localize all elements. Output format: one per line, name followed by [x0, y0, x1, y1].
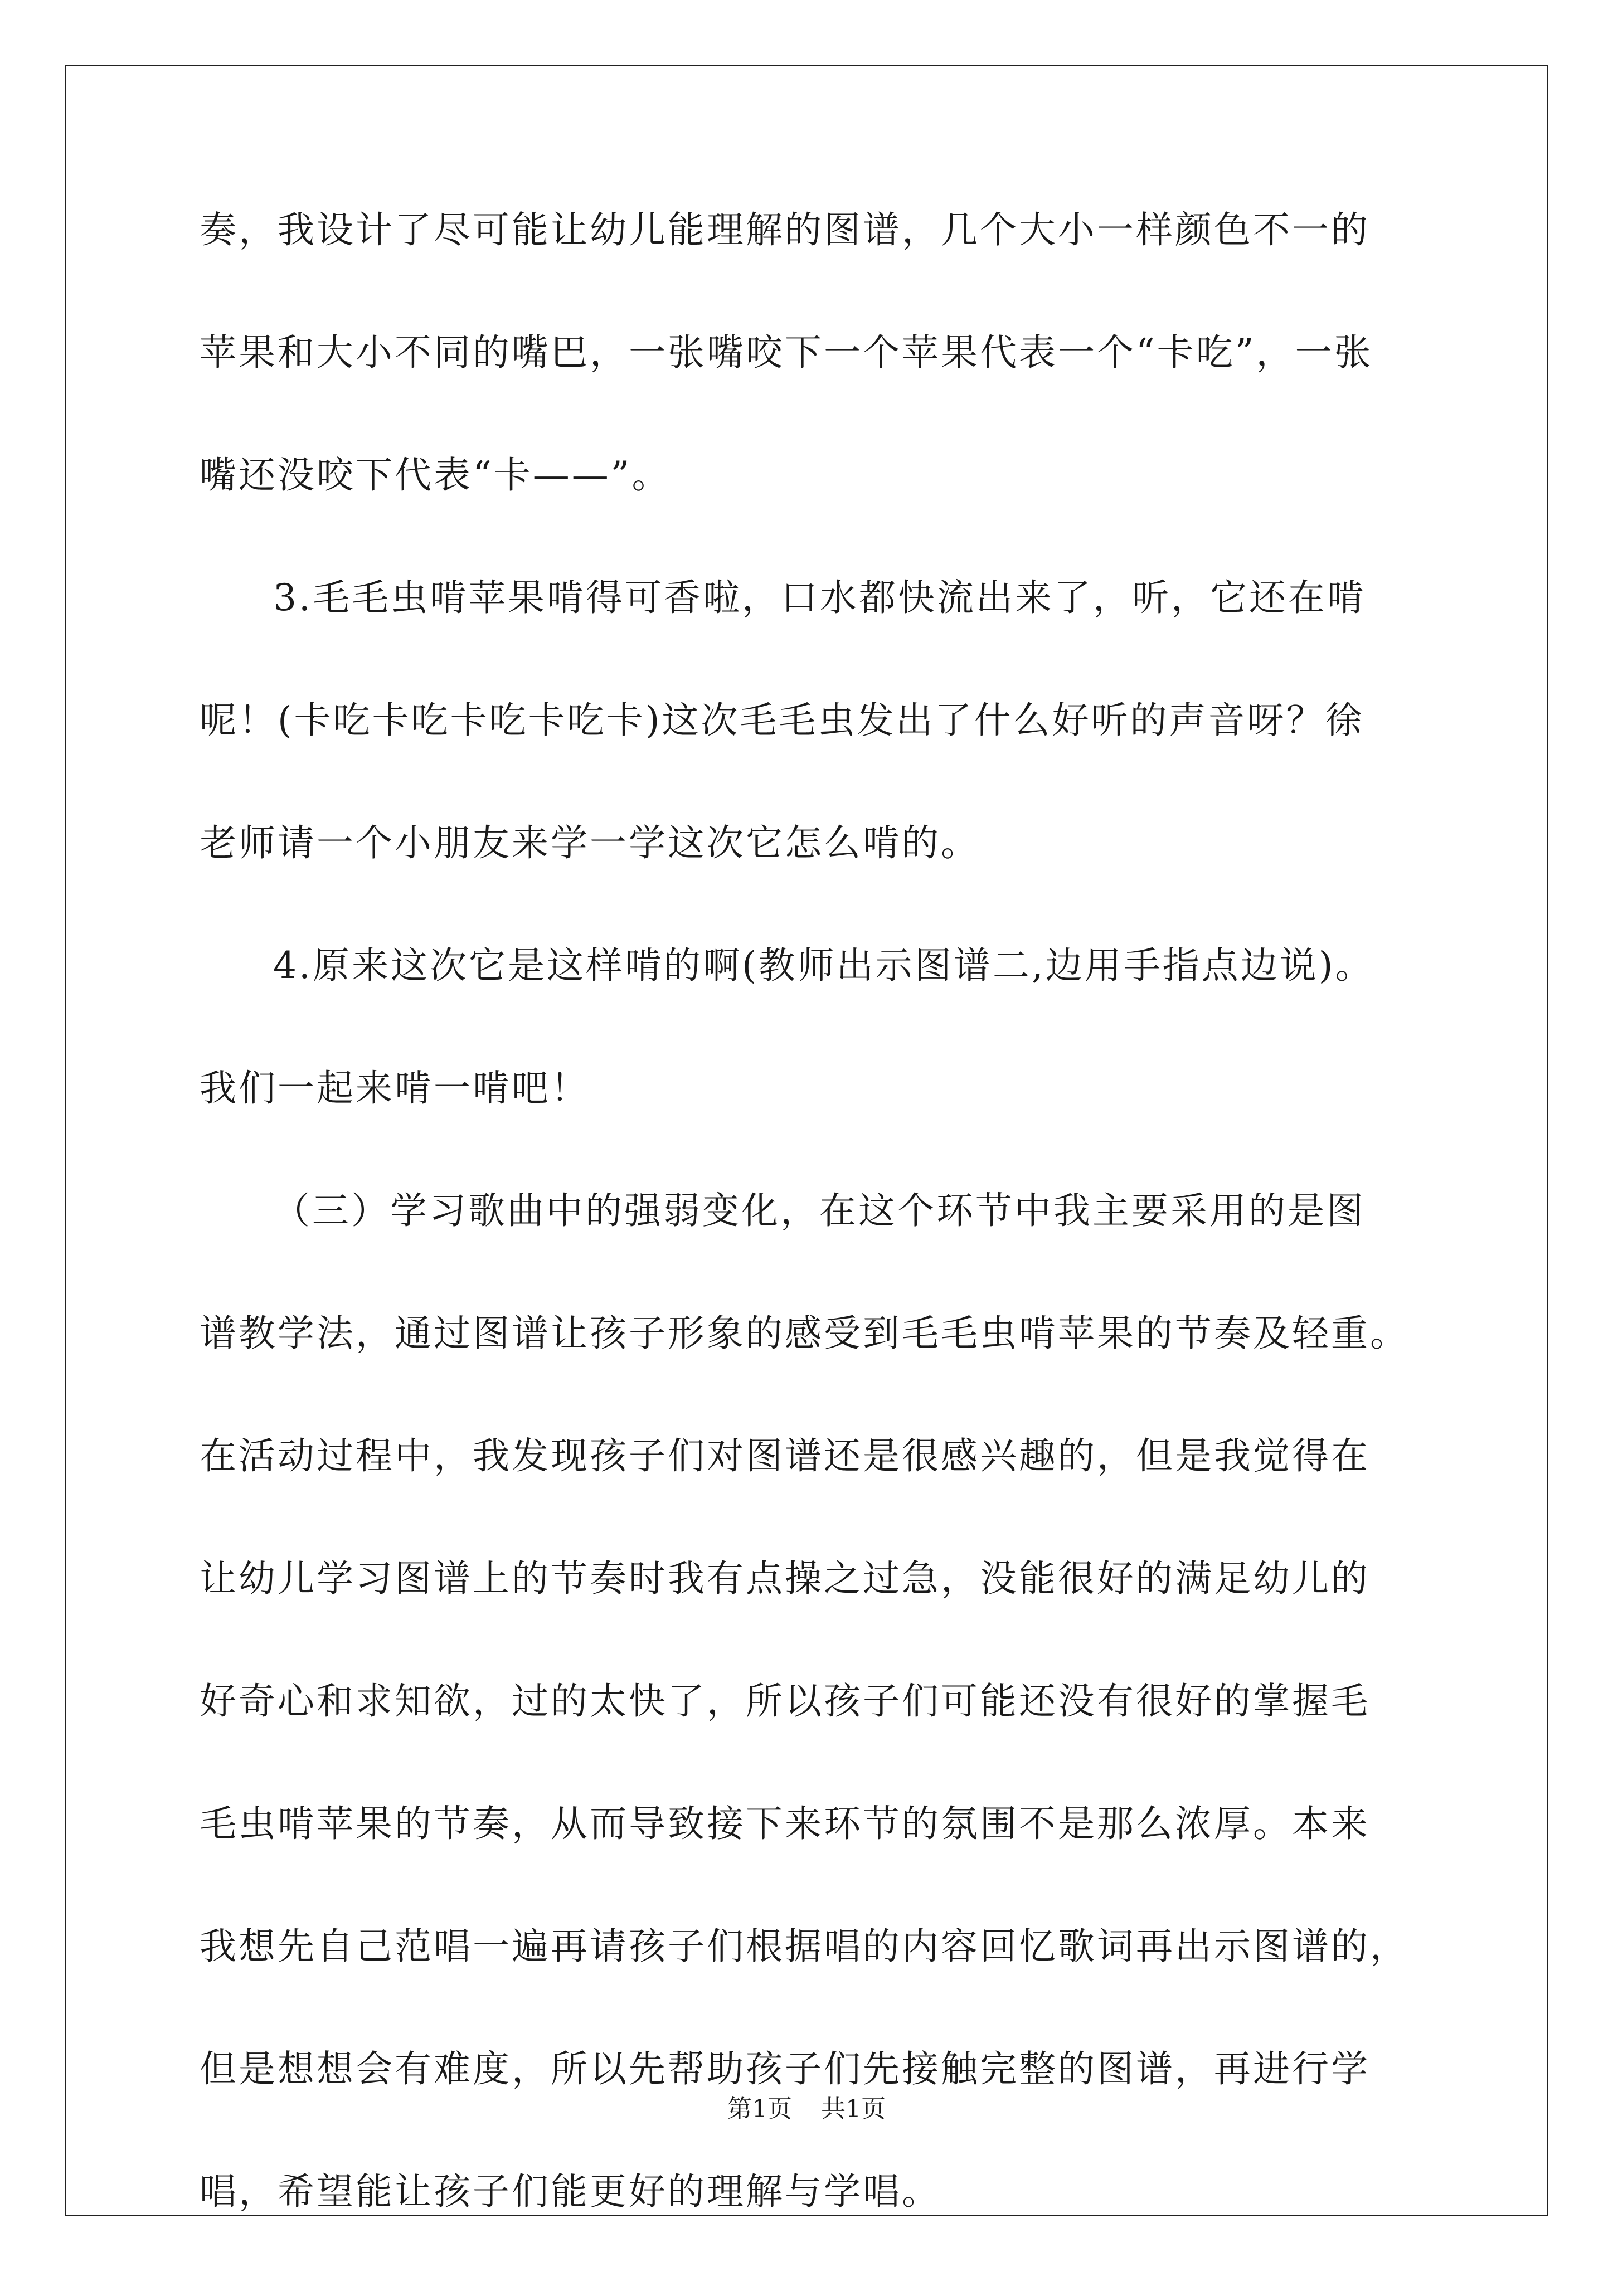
text-line: 让幼儿学习图谱上的节奏时我有点操之过急，没能很好的满足幼儿的 — [200, 1557, 1370, 1600]
document-body — [200, 208, 1448, 2296]
text-line: 4.原来这次它是这样啃的啊(教师出示图谱二,边用手指点边说)。 — [273, 944, 1374, 987]
text-line: 嘴还没咬下代表“卡——”。 — [200, 454, 671, 497]
text-line: 呢！(卡吃卡吃卡吃卡吃卡)这次毛毛虫发出了什么好听的声音呀？徐 — [200, 699, 1364, 742]
text-line: 3.毛毛虫啃苹果啃得可香啦，口水都快流出来了，听，它还在啃 — [273, 576, 1366, 619]
text-line: 老师请一个小朋友来学一学这次它怎么啃的。 — [200, 821, 980, 864]
text-line: 奏，我设计了尽可能让幼儿能理解的图谱，几个大小一样颜色不一的 — [200, 208, 1370, 251]
text-line: （三）学习歌曲中的强弱变化，在这个环节中我主要采用的是图 — [273, 1189, 1366, 1232]
text-line: 我想先自己范唱一遍再请孩子们根据唱的内容回忆歌词再出示图谱的， — [200, 1925, 1409, 1968]
page-number-total: 共1页 — [821, 2095, 886, 2123]
page-footer — [0, 2095, 1613, 2123]
text-line: 苹果和大小不同的嘴巴，一张嘴咬下一个苹果代表一个“卡吃”，一张 — [200, 331, 1373, 374]
text-line: 在活动过程中，我发现孩子们对图谱还是很感兴趣的，但是我觉得在 — [200, 1434, 1370, 1477]
text-line: 我们一起来啃一啃吧！ — [200, 1067, 590, 1110]
text-line: 唱，希望能让孩子们能更好的理解与学唱。 — [200, 2170, 941, 2213]
text-line: 好奇心和求知欲，过的太快了，所以孩子们可能还没有很好的掌握毛 — [200, 1680, 1370, 1723]
text-line: 但是想想会有难度，所以先帮助孩子们先接触完整的图谱，再进行学 — [200, 2047, 1370, 2090]
text-line: 谱教学法，通过图谱让孩子形象的感受到毛毛虫啃苹果的节奏及轻重。 — [200, 1312, 1409, 1355]
page-number-current: 第1页 — [727, 2095, 792, 2123]
text-line: 毛虫啃苹果的节奏，从而导致接下来环节的氛围不是那么浓厚。本来 — [200, 1802, 1370, 1845]
